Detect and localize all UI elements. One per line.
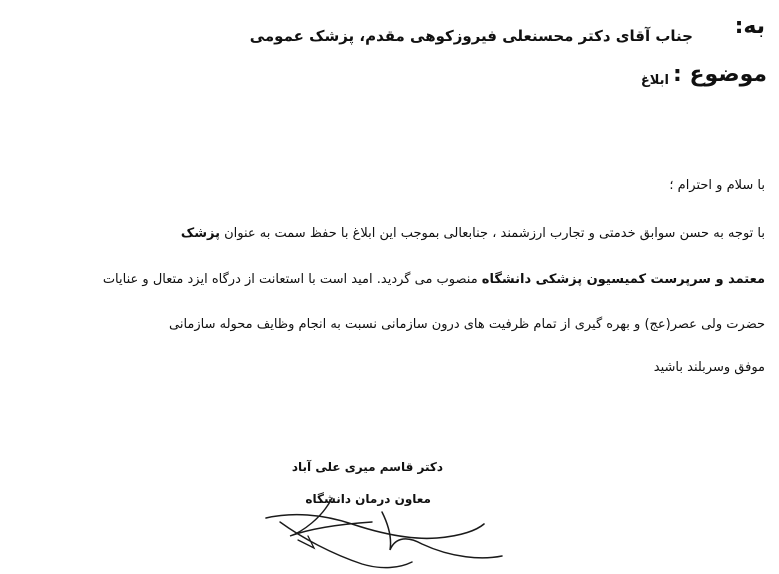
subject-label: موضوع : bbox=[673, 62, 767, 87]
signatory-title: معاون درمان دانشگاه bbox=[305, 492, 431, 506]
body-line-1-bold: پزشک bbox=[180, 226, 220, 241]
recipient-name: جناب آقای دکتر محسنعلی فیروزکوهی مقدم، پزشک عمومی bbox=[249, 27, 693, 45]
body-line-1 bbox=[181, 226, 765, 241]
subject-value: ابلاغ bbox=[640, 73, 669, 88]
signatory-name: دکتر قاسم میری علی آباد bbox=[291, 460, 443, 474]
body-line-3: حضرت ولی عصر(عج) و بهره گیری از تمام ظرفیت های درون سازمانی نسبت به انجام وظایف محوله سازمانی bbox=[168, 317, 765, 332]
handwritten-signature bbox=[262, 478, 512, 572]
body-line-2 bbox=[103, 272, 765, 287]
addressee-label: به: bbox=[734, 14, 765, 39]
body-line-2-text: منصوب می گردید. امید است با استعانت از درگاه ایزد متعال و عنایات bbox=[102, 272, 482, 287]
greeting-line: با سلام و احترام ؛ bbox=[669, 178, 765, 193]
body-line-4: موفق وسربلند باشید bbox=[653, 360, 765, 375]
body-line-2-bold: معتمد و سرپرست کمیسیون پزشکی دانشگاه bbox=[481, 272, 765, 287]
body-line-1-text: با توجه به حسن سوابق خدمتی و تجارب ارزشمند ، جنابعالی بموجب این ابلاغ با حفظ سمت به عنوان bbox=[219, 226, 765, 241]
